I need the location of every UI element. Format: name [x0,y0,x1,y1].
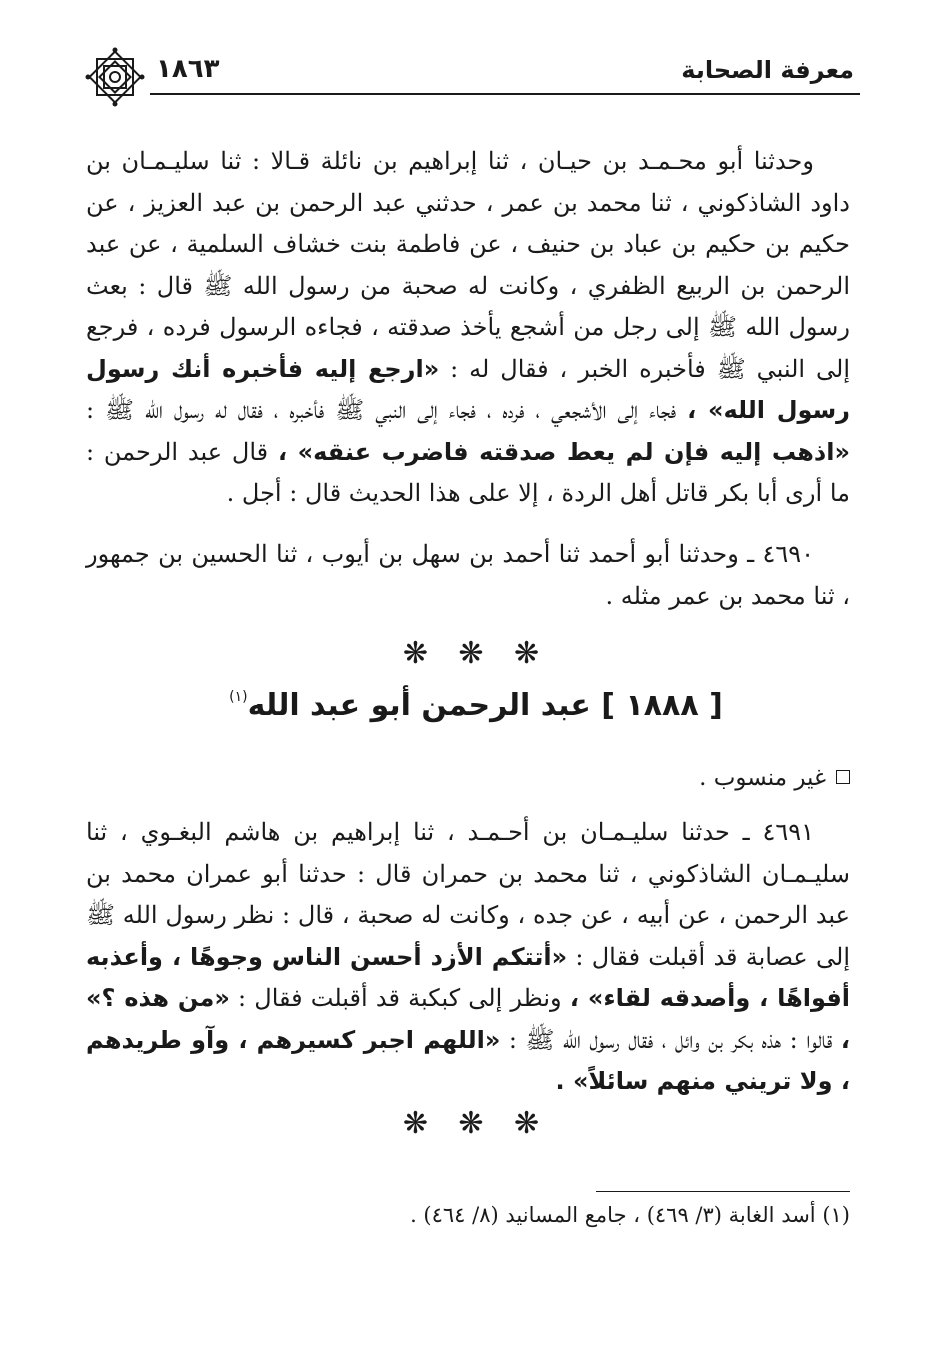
text-line: الشاذكوني ، ثنا محمد بن حمران قال : حدثنا أبو عمران محمد بن عبد الرحمن ، عن [86,859,850,929]
page-number: ١٨٦٣ [156,54,220,84]
text-line: عبد الرحمن : ما أرى أبا بكر قاتل أهل الردة ، إلا على هذا الحديث قال : أجل . [86,437,850,507]
footnote-marker: (١) [229,689,248,705]
quoted-speech: «من هذه ؟» ، [86,984,850,1054]
text-line: محمد بن عمر مثله . [605,581,806,610]
quoted-speech: «ارجع إليه فأخبره أنك رسول رسول الله» ، [86,354,850,424]
text-line: وحدثنا أبو محـمـد بن حيـان ، ثنا إبراهيم بن نائلة قـالا : ثنا سليـمـان بن داود [86,147,850,217]
quoted-speech: «اللهم اجبر [363,1025,501,1054]
entry-heading [0,688,952,723]
hadith-paragraph-4690 [86,534,850,617]
text-line: ٤٦٩٠ ـ وحدثنا أبو أحمد ثنا أحمد بن سهل بن أيوب ، ثنا الحسين بن جمهور ، ثنا [86,540,850,610]
text-line: ونظر إلى كبكبة قد [375,984,562,1012]
text-line: حكيم بن عباد بن حنيف ، عن فاطمة بنت خشاف السلمية ، عن عبد الرحمن بن الربيع [86,230,851,300]
hadith-paragraph-1 [86,141,850,515]
text-line: فجاء إلى الأشجعي ، فرده ، فجاء إلى النبي ﷺ [335,396,677,424]
text-line: فأخبره ، فقال له رسول الله ﷺ : [86,396,325,424]
running-title: معرفة الصحابة [681,56,854,84]
footnote: (١) أسد الغابة (٣/ ٤٦٩) ، جامع المسانيد (٨/ ٤٦٤) . [410,1203,850,1227]
section-separator: ❋ ❋ ❋ [402,636,550,671]
text-line: أبيه ، عن جده ، وكانت له صحبة ، قال : نظر رسول الله ﷺ إلى عصابة قد أقبلت فقال : [86,901,850,971]
header-rule [150,93,860,95]
text-line: قالوا : هذه بكر بن وائل ، فقال رسول الله ﷺ : [508,1025,833,1054]
footnote-rule [596,1191,850,1192]
quoted-speech: «أتتكم الأزد أحسن الناس وجوهًا ، وأعذبه أفواهًا ، وأصدقه لقاء» ، [86,942,851,1012]
quoted-speech: كسيرهم ، وآو طريدهم ، ولا تريني منهم سائلاً» . [86,1025,850,1095]
quoted-speech: «اذهب إليه فإن لم يعط صدقته فاضرب عنقه» ، [277,437,850,466]
square-bullet-icon [836,770,850,784]
text-line: الظفري ، وكانت له صحبة من رسول الله ﷺ قال : بعث رسول الله ﷺ إلى رجل من [86,271,851,341]
text-line: الشاذكوني ، ثنا محمد بن عمر ، حدثني عبد الرحمن بن عبد العزيز ، عن حكيم بن [86,188,851,258]
text-line: أقبلت فقال : [238,984,368,1012]
section-separator: ❋ ❋ ❋ [402,1106,550,1141]
text-line: أشجع يأخذ صدقته ، فجاءه الرسول فرده ، فرجع إلى النبي ﷺ فأخبره الخبر ، فقال له : [86,313,850,383]
text-line: قال [231,437,269,466]
hadith-paragraph-4691 [86,812,850,1103]
note-line [699,765,850,791]
octagram-ornament-icon [84,46,146,108]
text-line: ٤٦٩١ ـ حدثنا سليـمـان بن أحـمـد ، ثنا إبراهيم بن هاشم البغـوي ، ثنا سليـمـان [86,818,850,888]
note-text: غير منسوب . [699,765,826,791]
entry-heading-text: [ ١٨٨٨ ] عبد الرحمن أبو عبد الله [247,688,723,723]
